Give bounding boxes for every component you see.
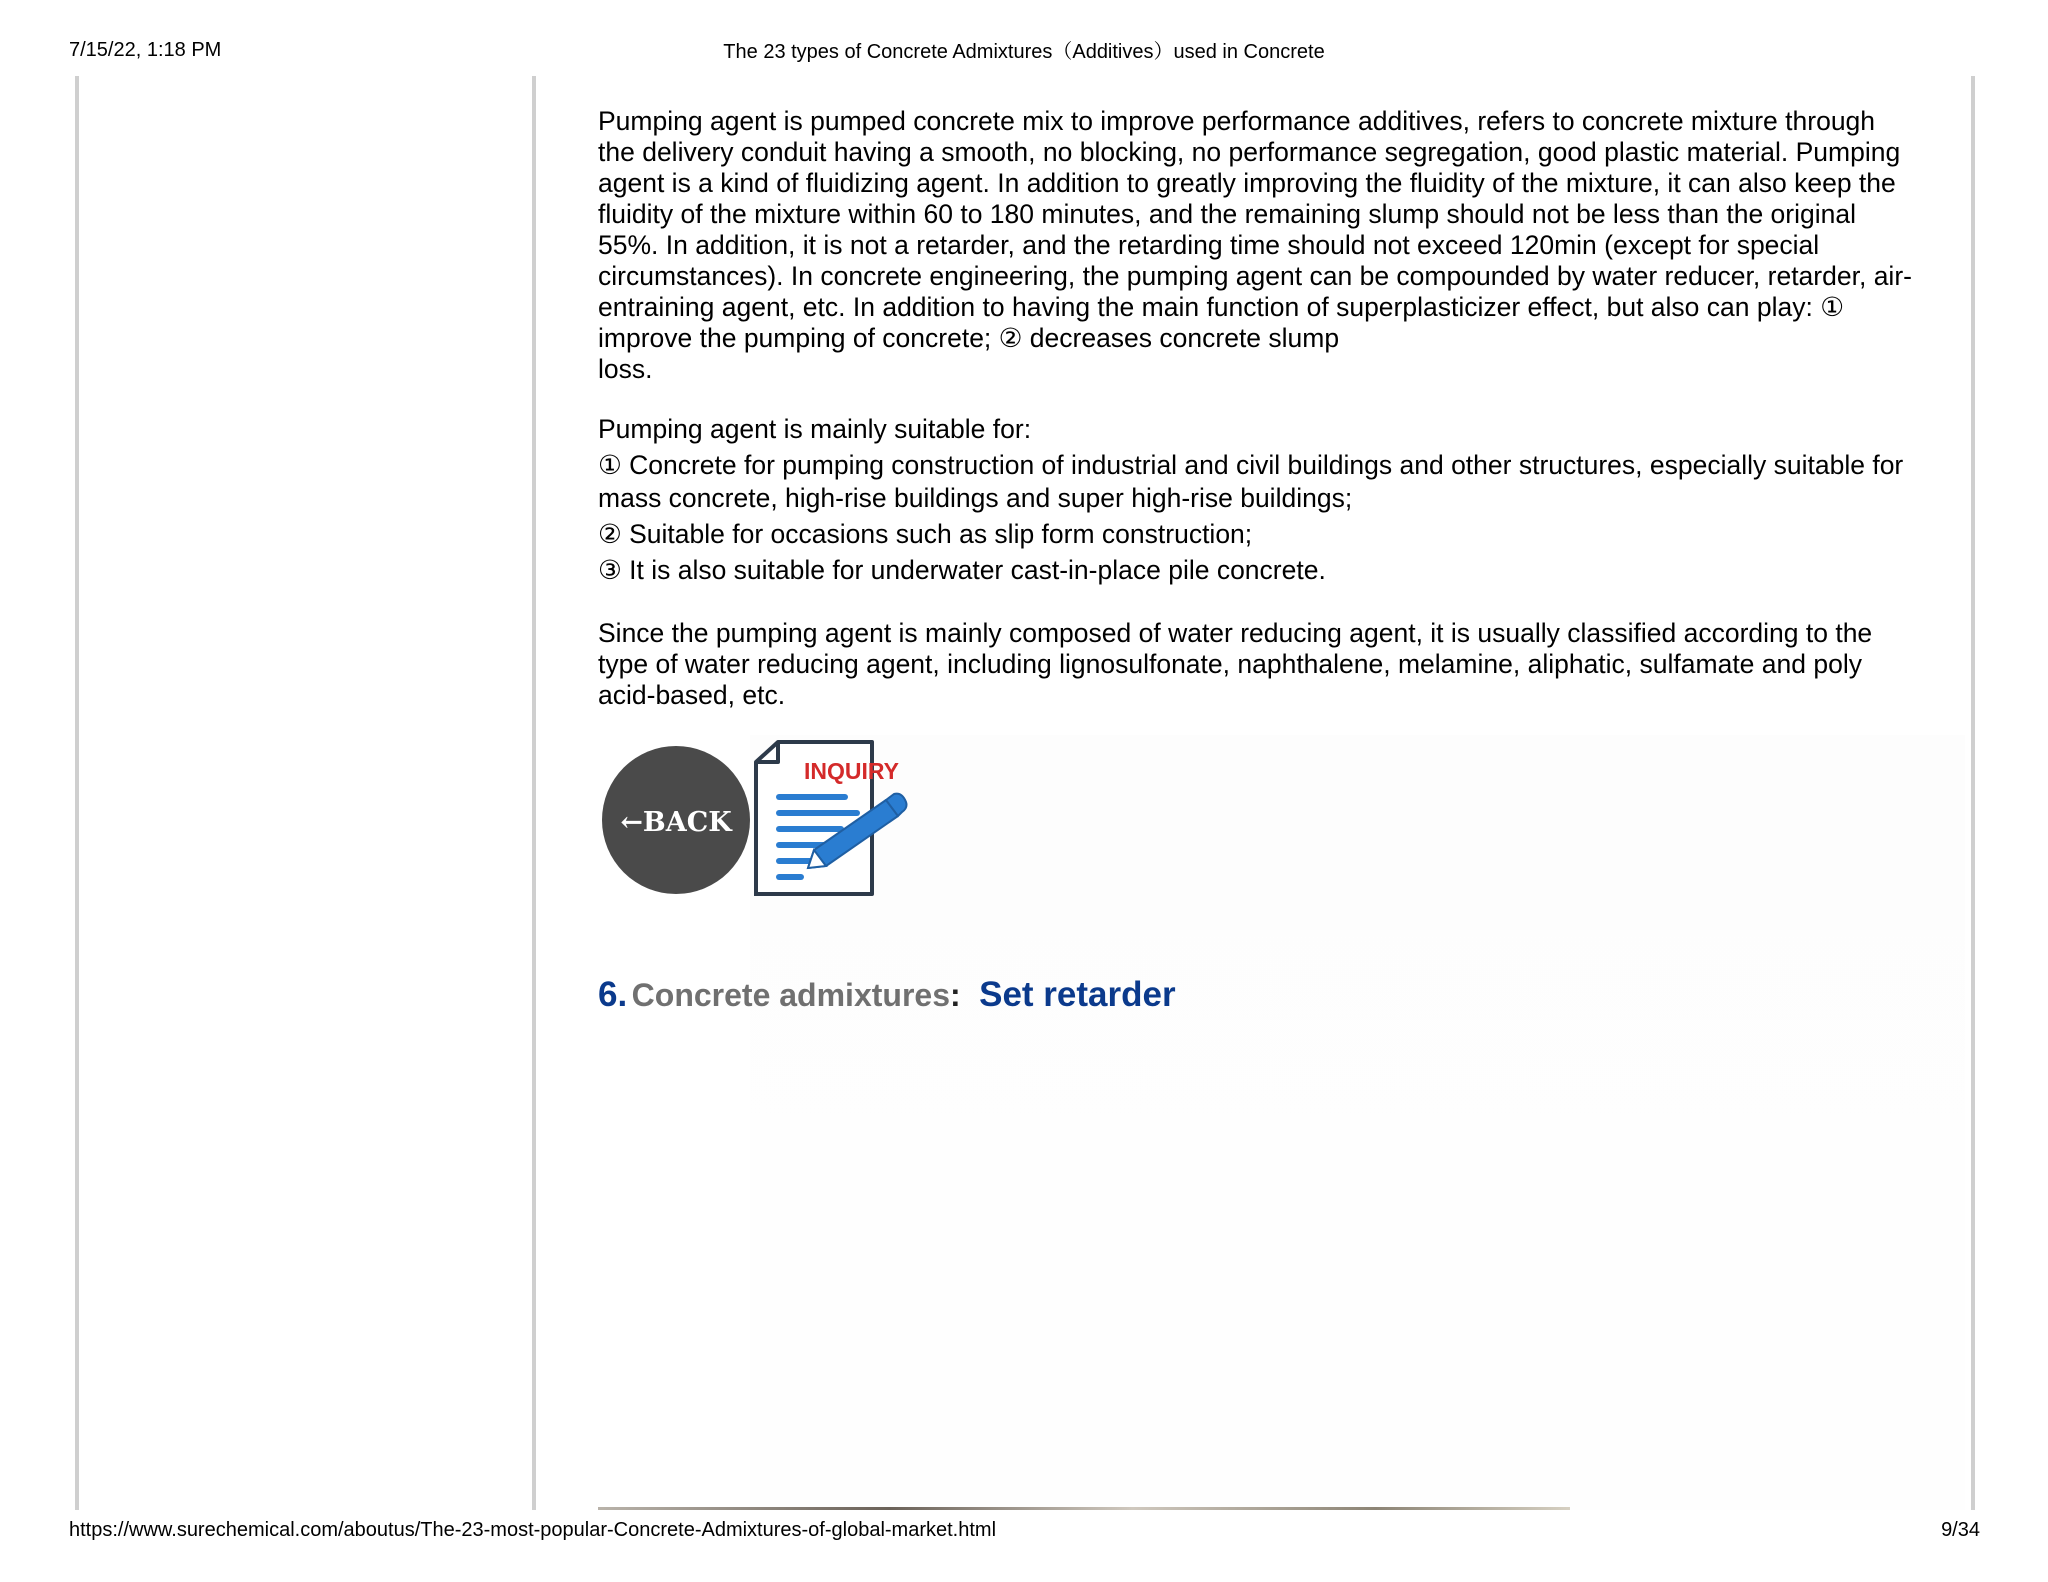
back-button[interactable] (600, 744, 752, 896)
inquiry-button[interactable] (752, 740, 912, 896)
back-button-label: ←BACK (620, 807, 732, 838)
print-footer-url: https://www.surechemical.com/aboutus/The-23-most-popular-Concrete-Admixtures-of-global-market.html (69, 1519, 997, 1541)
article-content (598, 106, 1918, 711)
inquiry-label: INQUIRY (804, 758, 899, 784)
use-item-1: ① Concrete for pumping construction of industrial and civil buildings and other structures, especially suitable for mass concrete, high-rise buildings and super high-rise buildings; (598, 450, 1904, 513)
print-header-title: The 23 types of Concrete Admixtures（Additives）used in Concrete (723, 41, 1325, 63)
print-header-date: 7/15/22, 1:18 PM (69, 39, 222, 61)
bottom-image-edge (598, 1507, 1570, 1510)
classification-paragraph: Since the pumping agent is mainly composed of water reducing agent, it is usually classified according to the type of water reducing agent, including lignosulfonate, naphthalene, melamine, aliphatic, sulfamate and poly acid-based, etc. (598, 618, 1873, 710)
intro-paragraph-end: loss. (598, 354, 653, 384)
intro-paragraph-text: Pumping agent is pumped concrete mix to improve performance additives, refers to concrete mixture through the delivery conduit having a smooth, no blocking, no performance segregation, good plastic material. Pumping agent is a kind of fluidizing agent. In addition to greatly improving the fluidity of the mixture, it can also keep the fluidity of the mixture within 60 to 180 minutes, and the remaining slump should not be less than the original 55%. In addition, it is not a retarder, and the retarding time should not exceed 120min (except for special circumstances). In concrete engineering, the pumping agent can be compounded by water reducer, retarder, air-entraining agent, etc. In addition to having the main function of superplasticizer effect, but also can play: ① improve the pumping of concrete; ② decreases concrete slump (598, 106, 1912, 353)
use-item-3: ③ It is also suitable for underwater cast-in-place pile concrete. (598, 555, 1326, 585)
layout-rule-left (75, 76, 79, 1510)
intro-paragraph (598, 106, 1918, 385)
background-panel (750, 735, 1965, 1510)
use-item-2: ② Suitable for occasions such as slip form construction; (598, 519, 1253, 549)
section-colon: : (949, 977, 961, 1013)
section-title: Set retarder (979, 975, 1176, 1014)
print-footer-page: 9/34 (1941, 1519, 1980, 1541)
uses-intro: Pumping agent is mainly suitable for: (598, 414, 1032, 444)
section-heading (598, 975, 1176, 1015)
layout-rule-right (1971, 76, 1975, 1510)
section-number: 6. (598, 975, 628, 1014)
layout-rule-middle (532, 76, 536, 1510)
section-prefix: Concrete admixtures (631, 977, 950, 1013)
